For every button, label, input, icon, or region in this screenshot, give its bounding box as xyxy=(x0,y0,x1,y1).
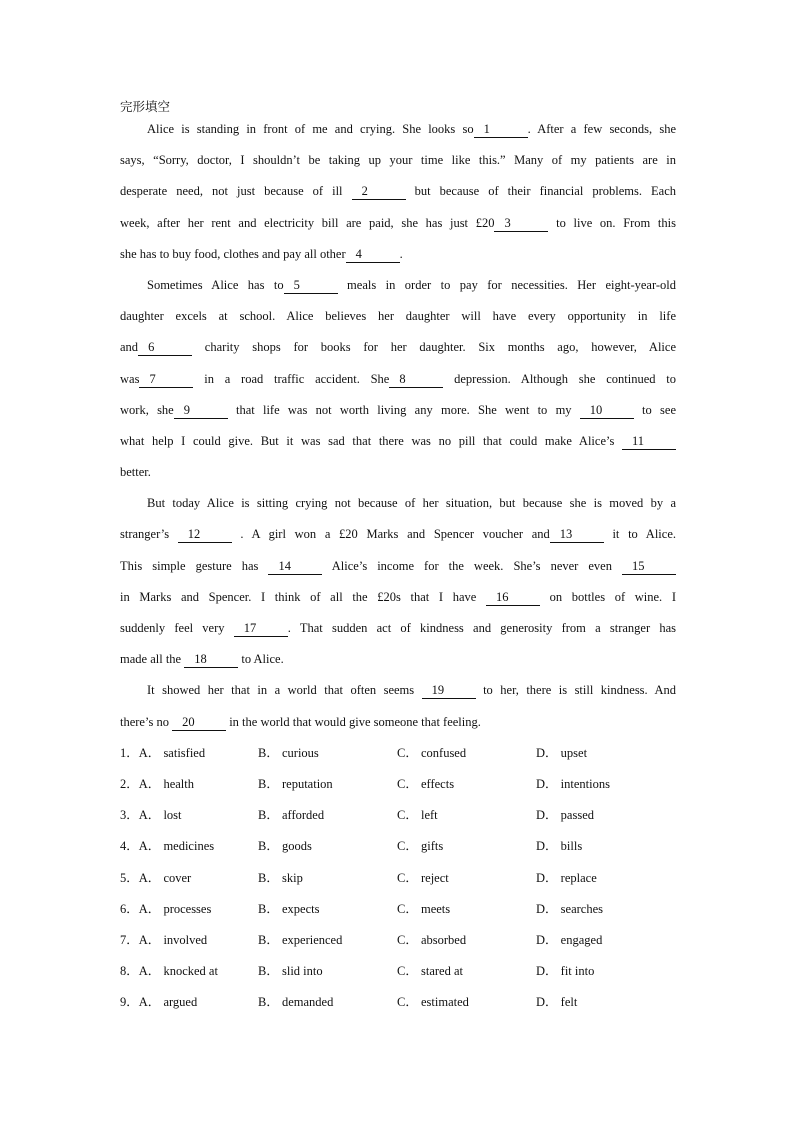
option-text: fit into xyxy=(560,964,595,979)
answer-blank[interactable]: 8 xyxy=(389,372,443,388)
option-text: expects xyxy=(281,901,320,916)
option-choice[interactable]: C． estimated xyxy=(397,995,469,1010)
option-text: medicines xyxy=(163,839,215,854)
option-letter: B xyxy=(258,901,267,916)
option-choice[interactable]: B． experienced xyxy=(258,932,343,947)
question-row xyxy=(120,991,676,1022)
question-number: 4 xyxy=(120,839,127,854)
passage-line xyxy=(120,711,676,742)
passage-text: to live on. From this xyxy=(548,215,676,230)
option-letter: D xyxy=(536,932,546,947)
passage-text: This simple gesture has xyxy=(120,558,269,573)
option-choice[interactable]: B． afforded xyxy=(258,808,325,823)
option-text: slid into xyxy=(281,964,323,979)
passage-line xyxy=(120,243,676,274)
passage-text: in the world that would give someone that feeling. xyxy=(226,714,481,729)
answer-blank[interactable]: 3 xyxy=(494,216,548,232)
option-text: upset xyxy=(560,745,588,760)
option-letter: C xyxy=(397,932,406,947)
passage-text: charity shops for books for her daughter. Six months ago, however, Alice xyxy=(192,340,676,355)
passage-text: depression. Although she continued to xyxy=(443,371,676,386)
option-letter: C xyxy=(397,901,406,916)
passage-line xyxy=(120,336,676,367)
option-letter: D xyxy=(536,808,546,823)
passage-text: what help I could give. But it was sad that there was no pill that could make Alice’s xyxy=(120,433,622,448)
passage-line xyxy=(120,648,676,679)
option-letter: A xyxy=(138,995,148,1010)
question-number: 8 xyxy=(120,964,127,979)
passage-text: to her, there is still kindness. And xyxy=(475,683,676,698)
option-choice[interactable]: D． upset xyxy=(536,745,588,760)
passage-text: was xyxy=(120,371,140,386)
option-letter: B xyxy=(258,995,267,1010)
option-letter: B xyxy=(258,839,267,854)
passage-text: in a road traffic accident. She xyxy=(193,371,390,386)
option-text: absorbed xyxy=(420,932,467,947)
option-text: searches xyxy=(560,901,604,916)
option-text: involved xyxy=(163,932,208,947)
passage-line xyxy=(120,180,676,211)
option-choice[interactable]: D． fit into xyxy=(536,964,595,979)
option-choice[interactable]: D． passed xyxy=(536,808,594,823)
passage-text: and xyxy=(120,340,139,355)
option-choice[interactable]: D． searches xyxy=(536,901,604,916)
option-choice[interactable]: 3．A． lost xyxy=(120,808,182,823)
passage-text: . A girl won a £20 Marks and Spencer voucher and xyxy=(231,527,550,542)
option-letter: B xyxy=(258,776,267,791)
question-row xyxy=(120,867,676,898)
option-choice[interactable]: 9．A． argued xyxy=(120,995,198,1010)
question-number: 9 xyxy=(120,995,127,1010)
question-row xyxy=(120,898,676,929)
option-text: replace xyxy=(560,870,597,885)
option-text: processes xyxy=(163,901,212,916)
passage-text: better. xyxy=(120,465,151,480)
option-text: confused xyxy=(420,745,467,760)
option-letter: D xyxy=(536,839,546,854)
option-text: felt xyxy=(560,995,578,1010)
passage-line xyxy=(120,430,676,461)
option-letter: A xyxy=(138,745,148,760)
option-letter: A xyxy=(138,870,148,885)
option-letter: B xyxy=(258,870,267,885)
option-letter: D xyxy=(536,870,546,885)
option-letter: A xyxy=(138,839,148,854)
option-choice[interactable]: 1．A． satisfied xyxy=(120,745,206,760)
option-choice[interactable]: C． meets xyxy=(397,901,451,916)
passage-text: Alice’s income for the week. She’s never even xyxy=(322,558,622,573)
answer-blank[interactable]: 18 xyxy=(184,652,238,668)
option-text: curious xyxy=(281,745,319,760)
passage-text: it to Alice. xyxy=(603,527,676,542)
option-choice[interactable]: B． slid into xyxy=(258,964,323,979)
option-letter: A xyxy=(138,932,148,947)
passage-text: Sometimes Alice has to xyxy=(147,277,284,292)
option-text: left xyxy=(420,808,438,823)
option-letter: C xyxy=(397,776,406,791)
answer-blank[interactable]: 1 xyxy=(474,122,528,138)
passage-text: desperate need, not just because of ill xyxy=(120,184,352,199)
passage-line xyxy=(120,461,676,492)
passage-text: It showed her that in a world that often seems xyxy=(147,683,422,698)
option-choice[interactable]: D． replace xyxy=(536,870,597,885)
option-text: afforded xyxy=(281,808,325,823)
option-choice[interactable]: C． left xyxy=(397,808,438,823)
option-text: stared at xyxy=(420,964,463,979)
option-choice[interactable]: B． demanded xyxy=(258,995,334,1010)
passage-text: made all the xyxy=(120,652,185,667)
answer-blank[interactable]: 12 xyxy=(178,527,232,543)
option-letter: C xyxy=(397,964,406,979)
question-row xyxy=(120,742,676,773)
question-number: 2 xyxy=(120,776,127,791)
option-text: reject xyxy=(420,870,449,885)
passage-text: to Alice. xyxy=(238,652,284,667)
option-letter: D xyxy=(536,776,546,791)
option-letter: C xyxy=(397,745,406,760)
answer-blank[interactable]: 20 xyxy=(172,715,226,731)
option-choice[interactable]: D． intentions xyxy=(536,776,610,791)
answer-blank[interactable]: 16 xyxy=(486,590,540,606)
option-text: experienced xyxy=(281,932,343,947)
passage-line xyxy=(120,617,676,648)
passage-text: But today Alice is sitting crying not because of her situation, but because she is moved by a xyxy=(147,496,676,511)
answer-blank[interactable]: 10 xyxy=(580,403,634,419)
option-letter: B xyxy=(258,745,267,760)
answer-blank[interactable]: 5 xyxy=(284,278,338,294)
document-page xyxy=(120,96,676,1022)
passage-line xyxy=(120,523,676,554)
passage-text: work, she xyxy=(120,402,174,417)
passage-line xyxy=(120,492,676,523)
option-text: passed xyxy=(560,808,594,823)
option-letter: C xyxy=(397,870,406,885)
option-letter: D xyxy=(536,745,546,760)
passage-text: there’s no xyxy=(120,714,173,729)
option-text: health xyxy=(163,776,194,791)
question-number: 6 xyxy=(120,901,127,916)
option-text: reputation xyxy=(281,776,333,791)
answer-blank[interactable]: 4 xyxy=(346,247,400,263)
answer-blank[interactable]: 2 xyxy=(352,184,406,200)
option-text: lost xyxy=(163,808,182,823)
passage-text: week, after her rent and electricity bill are paid, she has just £20 xyxy=(120,215,495,230)
option-letter: C xyxy=(397,808,406,823)
question-number: 7 xyxy=(120,932,127,947)
passage-text: meals in order to pay for necessities. Her eight-year-old xyxy=(337,277,676,292)
passage-text: she has to buy food, clothes and pay all other xyxy=(120,246,346,261)
passage-line xyxy=(120,149,676,180)
option-text: demanded xyxy=(281,995,334,1010)
passage-line xyxy=(120,305,676,336)
option-letter: D xyxy=(536,995,546,1010)
option-choice[interactable]: C． absorbed xyxy=(397,932,467,947)
question-number: 5 xyxy=(120,870,127,885)
option-choice[interactable]: D． felt xyxy=(536,995,578,1010)
option-text: knocked at xyxy=(163,964,218,979)
question-number: 3 xyxy=(120,808,127,823)
option-choice[interactable]: B． reputation xyxy=(258,776,333,791)
option-choice[interactable]: 5．A． cover xyxy=(120,870,192,885)
passage-text: Alice is standing in front of me and crying. She looks so xyxy=(147,122,474,136)
option-text: goods xyxy=(281,839,312,854)
passage-text: . After a few seconds, she xyxy=(527,122,676,136)
passage-line xyxy=(120,368,676,399)
passage-text: that life was not worth living any more. She went to my xyxy=(227,402,580,417)
option-choice[interactable]: B． goods xyxy=(258,839,312,854)
passage-text: in Marks and Spencer. I think of all the £20s that I have xyxy=(120,589,486,604)
option-choice[interactable]: 7．A． involved xyxy=(120,932,208,947)
option-choice[interactable]: 4．A． medicines xyxy=(120,839,215,854)
question-row xyxy=(120,929,676,960)
passage-line xyxy=(120,679,676,710)
option-choice[interactable]: C． reject xyxy=(397,870,449,885)
passage-text: . That sudden act of kindness and generosity from a stranger has xyxy=(287,621,677,635)
passage-text: says, “Sorry, doctor, I shouldn’t be taking up your time like this.” Many of my patients are in xyxy=(120,153,676,168)
answer-blank[interactable]: 14 xyxy=(268,559,322,575)
option-letter: D xyxy=(536,901,546,916)
passage-text: daughter excels at school. Alice believes her daughter will have every opportunity in life xyxy=(120,309,676,324)
option-letter: B xyxy=(258,964,267,979)
option-letter: B xyxy=(258,808,267,823)
passage-line xyxy=(120,274,676,305)
option-text: effects xyxy=(420,776,455,791)
option-text: meets xyxy=(420,901,451,916)
cloze-passage xyxy=(120,118,676,742)
option-choice[interactable]: B． expects xyxy=(258,901,320,916)
passage-text: to see xyxy=(633,402,676,417)
passage-text: suddenly feel very xyxy=(120,621,234,635)
passage-text: but because of their financial problems. Each xyxy=(405,184,676,199)
question-row xyxy=(120,835,676,866)
option-choice[interactable]: D． bills xyxy=(536,839,583,854)
answer-blank[interactable]: 9 xyxy=(174,403,228,419)
option-text: intentions xyxy=(560,776,610,791)
answer-blank[interactable]: 11 xyxy=(622,434,676,450)
option-text: cover xyxy=(163,870,192,885)
option-text: estimated xyxy=(420,995,469,1010)
passage-line xyxy=(120,212,676,243)
answer-blank[interactable]: 15 xyxy=(622,559,676,575)
passage-line xyxy=(120,399,676,430)
answer-blank[interactable]: 7 xyxy=(139,372,193,388)
passage-text: on bottles of wine. I xyxy=(539,589,676,604)
option-text: engaged xyxy=(560,932,603,947)
passage-line xyxy=(120,118,676,149)
passage-text: . xyxy=(399,246,403,261)
option-choice[interactable]: D． engaged xyxy=(536,932,603,947)
answer-options xyxy=(120,742,676,1023)
option-text: bills xyxy=(560,839,583,854)
answer-blank[interactable]: 19 xyxy=(422,683,476,699)
answer-blank[interactable]: 17 xyxy=(234,621,288,637)
option-letter: A xyxy=(138,776,148,791)
option-choice[interactable]: B． skip xyxy=(258,870,303,885)
option-letter: D xyxy=(536,964,546,979)
answer-blank[interactable]: 6 xyxy=(138,340,192,356)
option-choice[interactable]: B． curious xyxy=(258,745,319,760)
option-choice[interactable]: 2．A． health xyxy=(120,776,194,791)
option-letter: B xyxy=(258,932,267,947)
question-number: 1 xyxy=(120,745,127,760)
option-choice[interactable]: 6．A． processes xyxy=(120,901,212,916)
question-row xyxy=(120,804,676,835)
option-choice[interactable]: C． confused xyxy=(397,745,467,760)
option-text: satisfied xyxy=(163,745,206,760)
section-title: 完形填空 xyxy=(120,99,171,114)
passage-line xyxy=(120,586,676,617)
question-row xyxy=(120,773,676,804)
answer-blank[interactable]: 13 xyxy=(550,527,604,543)
option-choice[interactable]: C． stared at xyxy=(397,964,463,979)
option-choice[interactable]: C． effects xyxy=(397,776,455,791)
passage-text: stranger’s xyxy=(120,527,178,542)
option-choice[interactable]: C． gifts xyxy=(397,839,444,854)
option-letter: A xyxy=(138,901,148,916)
option-choice[interactable]: 8．A． knocked at xyxy=(120,964,218,979)
option-letter: A xyxy=(138,964,148,979)
option-letter: C xyxy=(397,995,406,1010)
option-text: gifts xyxy=(420,839,444,854)
option-text: skip xyxy=(281,870,303,885)
passage-line xyxy=(120,555,676,586)
option-text: argued xyxy=(163,995,198,1010)
option-letter: A xyxy=(138,808,148,823)
question-row xyxy=(120,960,676,991)
option-letter: C xyxy=(397,839,406,854)
